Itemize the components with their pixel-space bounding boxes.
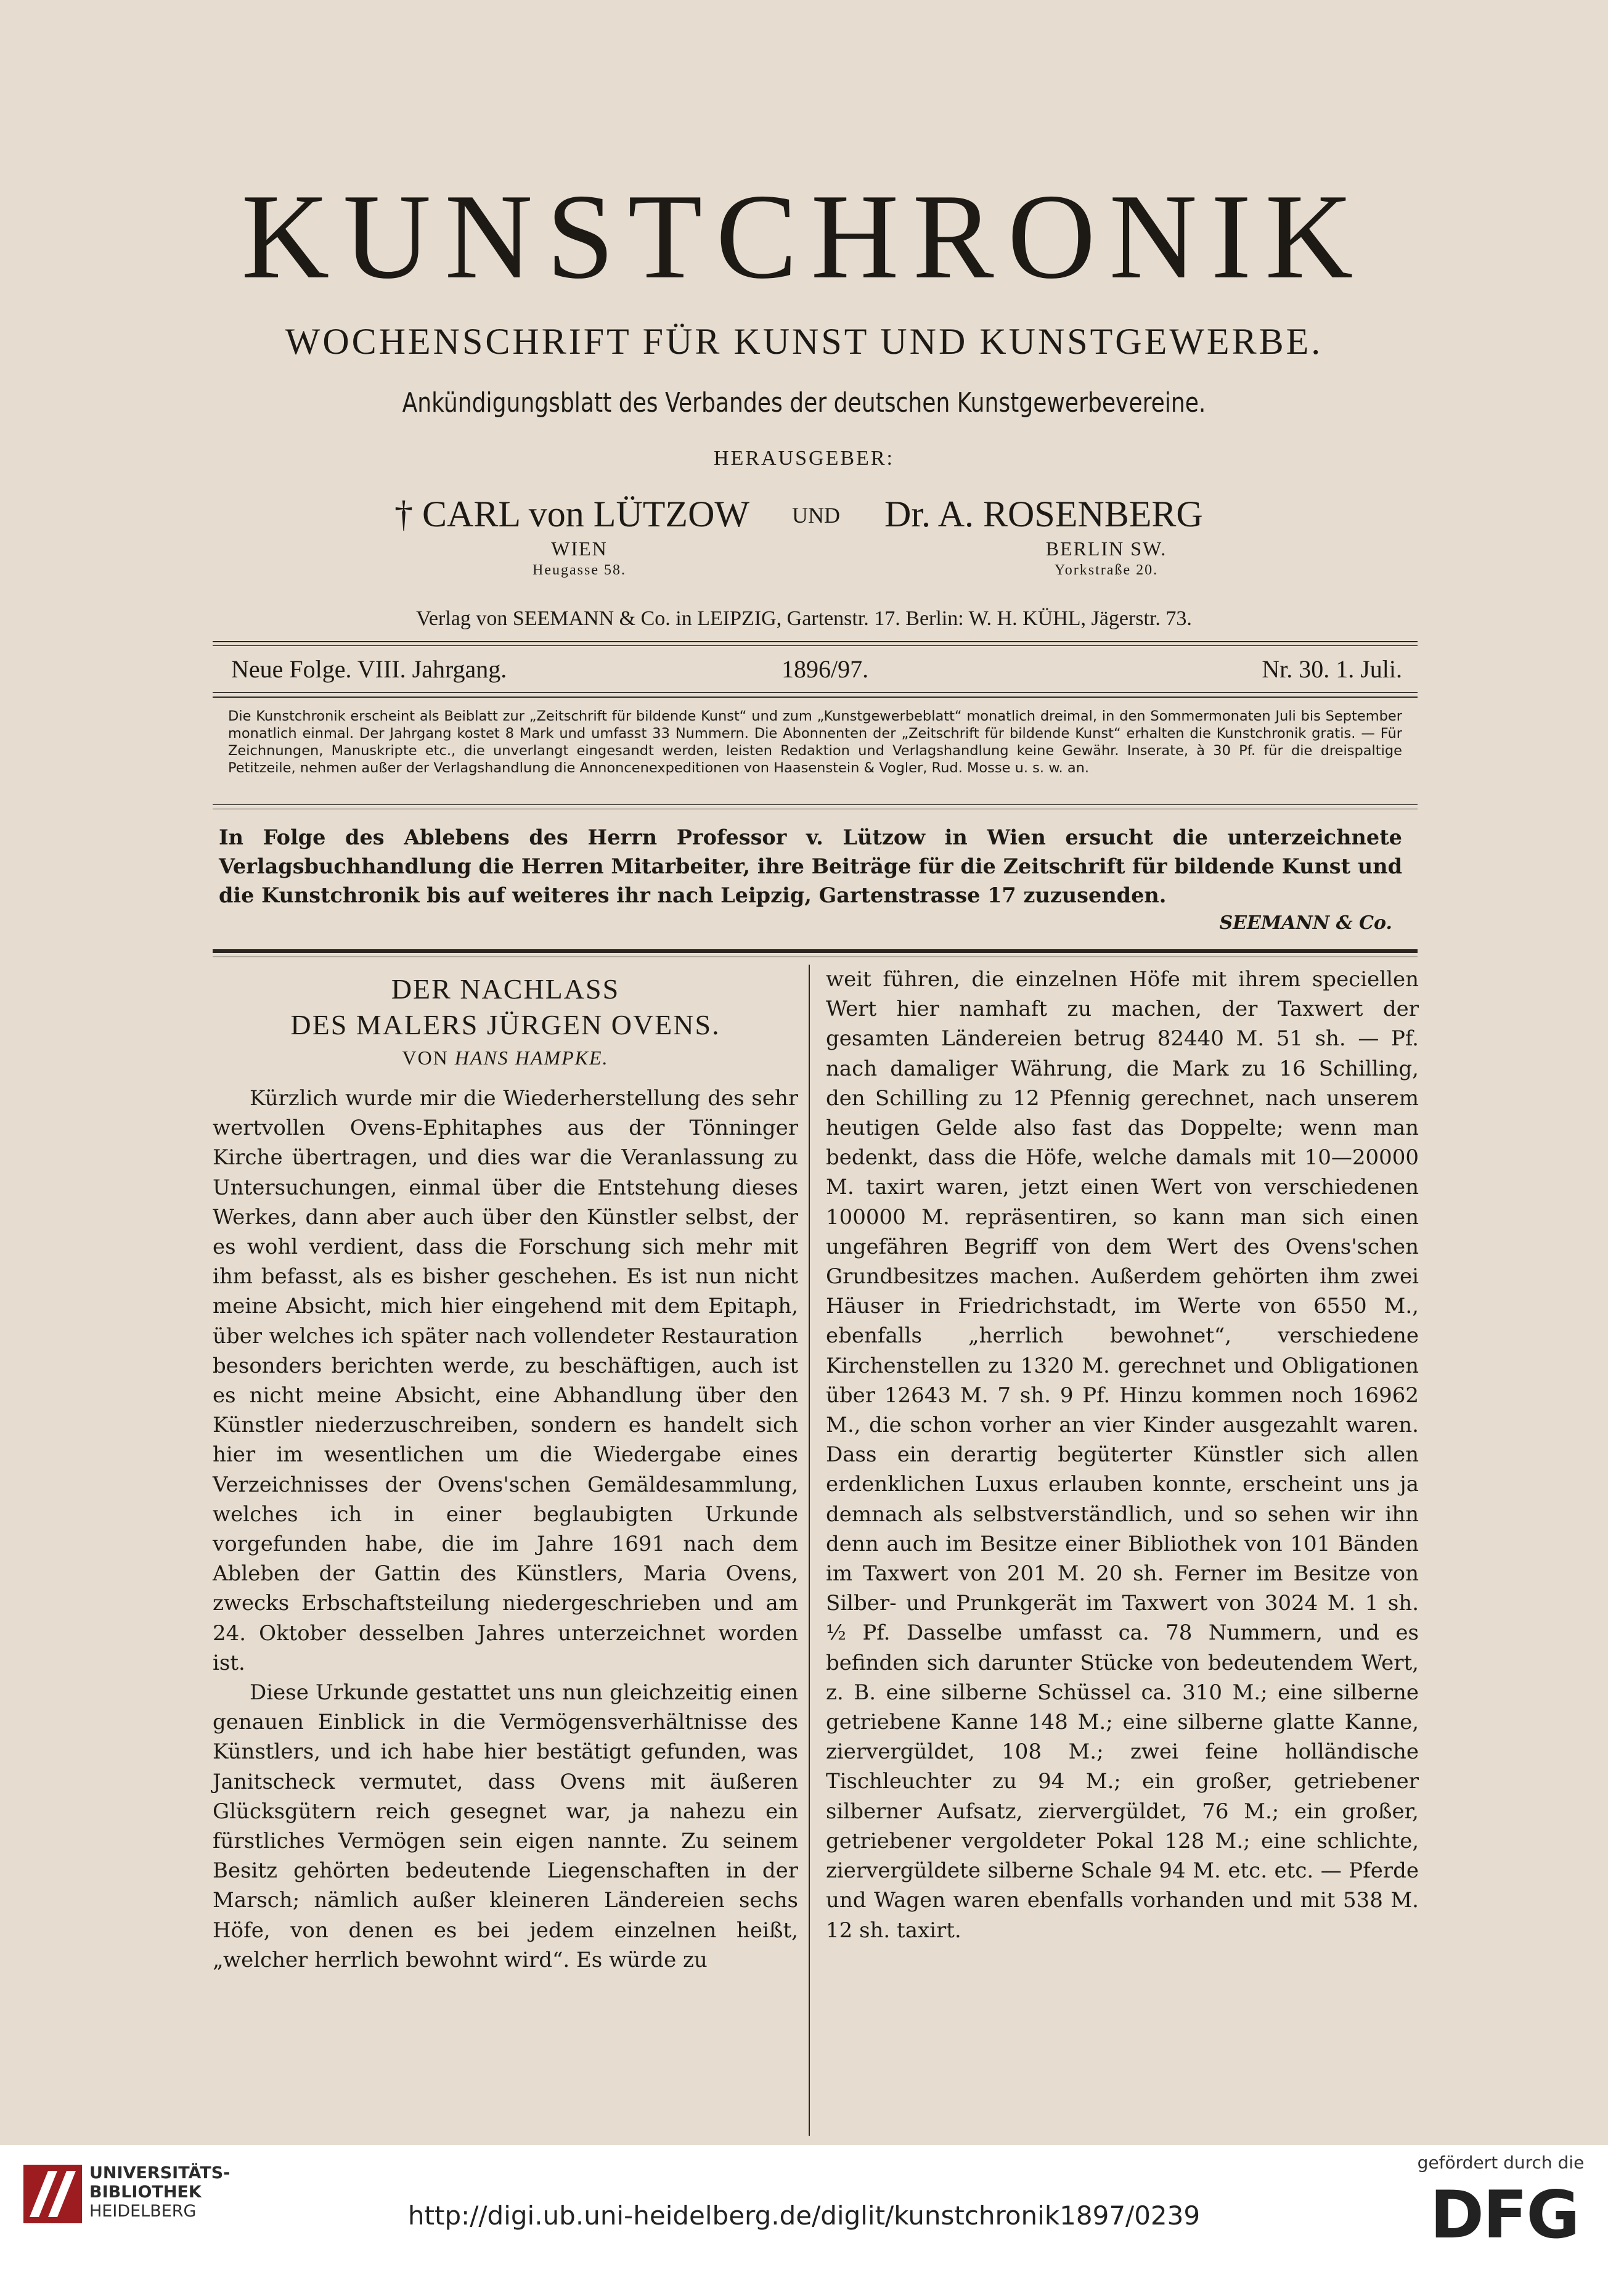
masthead-announcement: Ankündigungsblatt des Verbandes der deutschen Kunstgewerbevereine.	[402, 387, 1206, 419]
publisher-line: Verlag von SEEMANN & Co. in LEIPZIG, Gartenstr. 17. Berlin: W. H. KÜHL, Jägerstr. 73.	[416, 607, 1192, 630]
herausgeber-label: HERAUSGEBER:	[714, 447, 894, 470]
editor1-address: Heugasse 58.	[533, 562, 626, 578]
article-paragraph-1: Kürzlich wurde mir die Wiederherstellung des sehr wertvollen Ovens-Ephitaphes aus der Tönninger Kirche übertragen, und dies war die Veranlassung zu Untersuchungen, einmal über die Entstehung dieses Werkes, dann aber auch über den Künstler selbst, der es wohl verdient, dass die Forschung sich mehr mit ihm befasst, als es bisher geschehen. Es ist nun nicht meine Absicht, mich hier eingehend mit dem Epitaph, über welches ich später nach vollendeter Restauration besonders berichten werde, zu beschäftigen, auch ist es nicht meine Absicht, eine Abhandlung über den Künstler niederzuschreiben, sondern es handelt sich hier im wesentlichen um die Wiedergabe eines Verzeichnisses der Ovens'schen Gemäldesammlung, welches ich in einer beglaubigten Urkunde vorgefunden habe, die im Jahre 1691 nach dem Ableben der Gattin des Künstlers, Maria Ovens, zwecks Erbschaftsteilung niedergeschrieben und am 24. Oktober desselben Jahres unterzeichnet worden ist.	[213, 1086, 798, 1675]
rule-top-thin	[213, 645, 1418, 646]
dfg-note: gefördert durch die	[1417, 2152, 1585, 2173]
article-title-line2: DES MALERS JÜRGEN OVENS.	[290, 1009, 720, 1040]
column-divider	[809, 965, 810, 2136]
issue-number: Nr. 30. 1. Juli.	[1262, 655, 1402, 683]
editor2-city: BERLIN SW.	[1045, 537, 1167, 560]
library-line2: BIBLIOTHEK	[89, 2183, 202, 2202]
article-paragraph-2: Diese Urkunde gestattet uns nun gleichzeitig einen genauen Einblick in die Vermögensverhältnisse des Künstlers, und ich habe hier bestätigt gefunden, was Janitscheck vermutet, dass Ovens mit äußeren Glücksgütern reich gesegnet war, ja nahezu ein fürstliches Vermögen sein eigen nannte. Zu seinem Besitz gehörten bedeutende Liegenschaften in der Marsch; nämlich außer kleineren Ländereien sechs Höfe, von denen es bei jedem einzelnen heißt, „welcher herrlich bewohnt wird“. Es würde zu	[213, 1680, 798, 1972]
byline-author: HANS HAMPKE.	[454, 1047, 609, 1069]
article-byline	[213, 1047, 798, 1069]
editor1-city: WIEN	[551, 537, 608, 560]
article-right-column	[826, 965, 1419, 1945]
dfg-logo: DFG	[1430, 2177, 1579, 2253]
article-paragraph-3: weit führen, die einzelnen Höfe mit ihrem speciellen Wert hier namhaft zu machen, der Taxwert der gesamten Ländereien betrug 82440 M. 51 sh. — Pf. nach damaliger Währung, die Mark zu 16 Schilling, den Schilling zu 12 Pfennig gerechnet, nach unserem heutigen Gelde also fast das Doppelte; wenn man bedenkt, dass die Höfe, welche damals mit 10—20000 M. taxirt waren, jetzt einen Wert von verschiedenen 100000 M. repräsentiren, so kann man sich einen ungefähren Begriff von dem Wert des Ovens'schen Grundbesitzes machen. Außerdem gehörten ihm zwei Häuser in Friedrichstadt, im Werte von 6550 M., ebenfalls „herrlich bewohnet“, verschiedene Kirchenstellen zu 1320 M. gerechnet und Obligationen über 12643 M. 7 sh. 9 Pf. Hinzu kommen noch 16962 M., die schon vorher an vier Kinder ausgezahlt waren. Dass ein derartig begüterter Künstler sich allen erdenklichen Luxus erlauben konnte, erscheint uns ja demnach als selbstverständlich, und so sehen wir ihn denn auch im Besitze einer Bibliothek von 101 Bänden im Taxwert von 201 M. 20 sh. Ferner im Besitze von Silber- und Prunkgerät im Taxwert von 3024 M. 1 sh. ½ Pf. Dasselbe umfasst ca. 78 Nummern, und es befinden sich darunter Stücke von bedeutendem Wert, z. B. eine silberne Schüssel ca. 310 M.; eine silberne getriebene Kanne 148 M.; eine silberne glatte Kanne, ziervergüldet, 108 M.; zwei feine holländische Tischleuchter zu 94 M.; ein großer, getriebener silberner Aufsatz, ziervergüldet, 76 M.; ein großer, getriebener vergoldeter Pokal 128 M.; eine schlichte, ziervergüldete silberne Schale 94 M. etc. etc. — Pferde und Wagen waren ebenfalls vorhanden und mit 538 M. 12 sh. taxirt.	[826, 967, 1419, 1943]
source-url[interactable]: http://digi.ub.uni-heidelberg.de/diglit/kunstchronik1897/0239	[407, 2200, 1201, 2231]
editor1-name: † CARL von LÜTZOW	[394, 494, 750, 534]
masthead-subtitle: WOCHENSCHRIFT FÜR KUNST UND KUNSTGEWERBE.	[285, 321, 1323, 362]
byline-von: VON	[402, 1047, 449, 1069]
masthead-title: KUNSTCHRONIK	[241, 169, 1367, 304]
rule-issue	[213, 692, 1418, 693]
issue-series: Neue Folge. VIII. Jahrgang.	[231, 655, 507, 683]
publisher-announcement: In Folge des Ablebens des Herrn Professor v. Lützow in Wien ersucht die unterzeichnete Verlagsbuchhandlung die Herren Mitarbeiter, ihre Beiträge für die Zeitschrift für bildende Kunst und die Kunstchronik bis auf weiteres ihr nach Leipzig, Gartenstrasse 17 zuzusenden.	[219, 825, 1402, 907]
article-title-line1: DER NACHLASS	[391, 973, 620, 1005]
library-line3: HEIDELBERG	[89, 2202, 197, 2221]
editor2-address: Yorkstraße 20.	[1054, 562, 1159, 578]
rule-issue-bottom	[213, 697, 1418, 698]
subscription-notice: Die Kunstchronik erscheint als Beiblatt zur „Zeitschrift für bildende Kunst“ und zum „Kunstgewerbeblatt“ monatlich dreimal, in den Sommermonaten Juli bis September monatlich einmal. Der Jahrgang kostet 8 Mark und umfasst 33 Nummern. Die Abonnenten der „Zeitschrift für bildende Kunst“ erhalten die Kunstchronik gratis. — Für Zeichnungen, Manuskripte etc., die unverlangt eingesandt werden, leisten Redaktion und Verlagshandlung keine Gewähr. Inserate, à 30 Pf. für die dreispaltige Petitzeile, nehmen außer der Verlagshandlung die Annoncenexpeditionen von Haasenstein & Vogler, Rud. Mosse u. s. w. an.	[228, 708, 1402, 776]
announcement-signature: SEEMANN & Co.	[1219, 912, 1392, 934]
und-label: UND	[792, 503, 840, 528]
library-line1: UNIVERSITÄTS-	[89, 2163, 231, 2183]
rule-top	[213, 641, 1418, 642]
article-left-column	[213, 1084, 798, 1975]
rule-article	[213, 949, 1418, 953]
rule-notice	[213, 804, 1418, 805]
editor2-name: Dr. A. ROSENBERG	[884, 494, 1203, 534]
issue-year: 1896/97.	[782, 655, 869, 683]
